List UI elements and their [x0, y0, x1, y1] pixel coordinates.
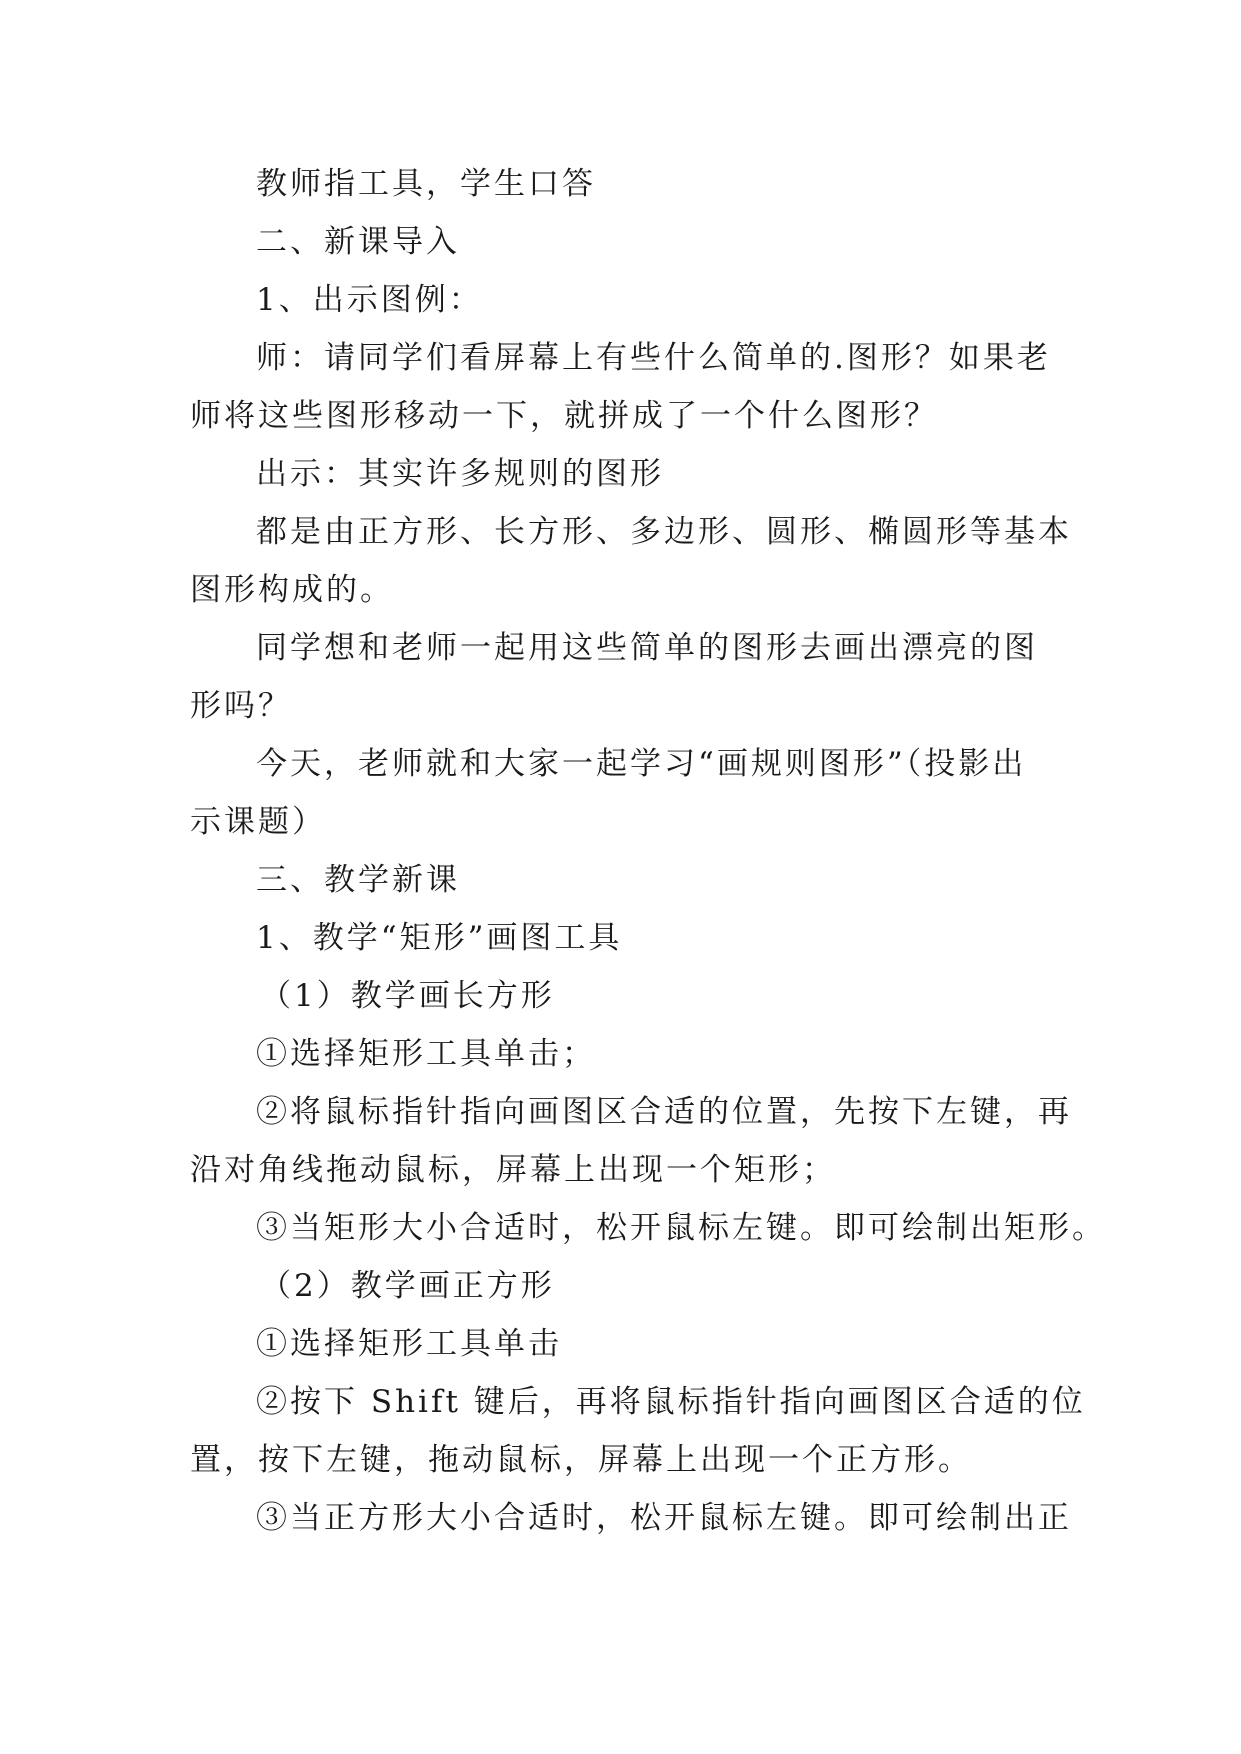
text-line: 师将这些图形移动一下，就拼成了一个什么图形？	[190, 398, 938, 434]
text-line: 同学想和老师一起用这些简单的图形去画出漂亮的图	[256, 630, 1038, 666]
text-line: 教师指工具，学生口答	[256, 166, 596, 202]
text-line: ①选择矩形工具单击	[256, 1326, 562, 1362]
text-line: 今天，老师就和大家一起学习“画规则图形”（投影出	[256, 746, 1027, 782]
text-line: 都是由正方形、长方形、多边形、圆形、椭圆形等基本	[256, 514, 1072, 550]
text-line: 图形构成的。	[190, 572, 394, 608]
text-line: 沿对角线拖动鼠标，屏幕上出现一个矩形；	[190, 1152, 836, 1188]
text-line: （1）教学画长方形	[260, 978, 555, 1014]
text-line: 示课题）	[190, 804, 326, 840]
text-line: 出示：其实许多规则的图形	[256, 456, 664, 492]
text-line: ③当矩形大小合适时，松开鼠标左键。即可绘制出矩形。	[256, 1210, 1106, 1246]
text-line: ①选择矩形工具单击；	[256, 1036, 596, 1072]
text-line: ②按下 Shift 键后，再将鼠标指针指向画图区合适的位	[256, 1384, 1086, 1420]
text-line: ②将鼠标指针指向画图区合适的位置，先按下左键，再	[256, 1094, 1072, 1130]
text-line: 形吗？	[190, 688, 292, 724]
text-line: 1、出示图例：	[256, 282, 483, 318]
text-line: ③当正方形大小合适时，松开鼠标左键。即可绘制出正	[256, 1500, 1072, 1536]
text-line: 1、教学“矩形”画图工具	[256, 920, 623, 956]
text-line: 置，按下左键，拖动鼠标，屏幕上出现一个正方形。	[190, 1442, 972, 1478]
section-heading: 三、教学新课	[256, 862, 460, 898]
section-heading: 二、新课导入	[256, 224, 460, 260]
text-line: 师：请同学们看屏幕上有些什么简单的.图形？如果老	[256, 340, 1051, 376]
text-line: （2）教学画正方形	[260, 1268, 555, 1304]
